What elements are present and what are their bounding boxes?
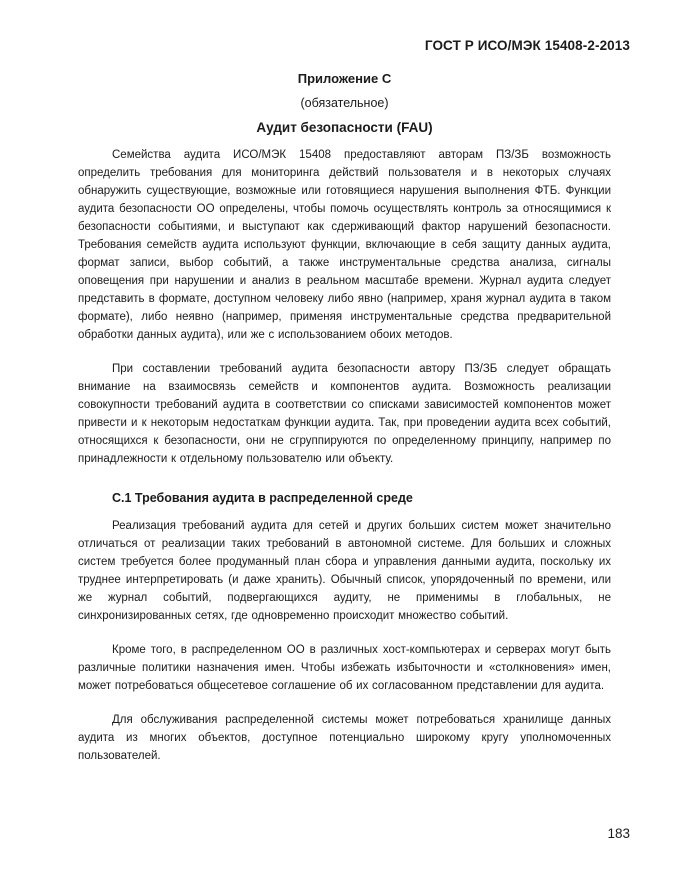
- appendix-type-label: (обязательное): [300, 96, 389, 110]
- paragraph-audit-families: Семейства аудита ИСО/МЭК 15408 предоставляют авторам ПЗ/ЗБ возможность определить требования для мониторинга действий пользователя и в некоторых случаях обнаружить существующие, возможные или готовящиеся нарушения выполнения ФТБ. Функции аудита безопасности ОО определены, чтобы помочь осуществлять контроль за относящимися к безопасности событиями, и выступают как сдерживающий фактор нарушений безопасности. Требования семейств аудита используют функции, включающие в себя защиту данных аудита, формат записи, выбор событий, а также инструментальные средства анализа, сигналы оповещения при нарушении и анализ в реальном масштабе времени. Журнал аудита следует представить в формате, доступном человеку либо явно (например, храня журнал аудита в таком формате), либо неявно (например, применяя инструментальные средства предварительной обработки данных аудита), или же с использованием обоих методов.: [78, 149, 611, 341]
- document-body: [78, 146, 611, 765]
- document-header: [0, 0, 630, 54]
- standard-number: ГОСТ Р ИСО/МЭК 15408-2-2013: [424, 38, 630, 53]
- page-number: 183: [607, 826, 630, 841]
- paragraph-distributed-implementation: Реализация требований аудита для сетей и других больших систем может значительно отличаться от реализации таких требований в автономной системе. Для больших и сложных систем требуется более продуманный план сбора и управления данными аудита, поскольку их труднее интерпретировать (и даже хранить). Обычный список, упорядоченный по времени, или же журнал событий, подвергающихся аудиту, не применимы в глобальных, не синхронизированных сетях, где одновременно происходит множество событий.: [78, 520, 611, 622]
- appendix-heading: Аудит безопасности (FAU): [256, 120, 433, 135]
- appendix-title: Приложение С: [297, 71, 392, 86]
- paragraph-audit-requirements: При составлении требований аудита безопасности автору ПЗ/ЗБ следует обращать внимание на взаимосвязь семейств и компонентов аудита. Возможность реализации совокупности требований аудита в соответствии со списками зависимостей компонентов может привести и к некоторым недостаткам функции аудита. Так, при проведении аудита всех событий, относящихся к безопасности, они не сгруппируются по определенному принципу, например по принадлежности к отдельному пользователю или объекту.: [78, 363, 611, 465]
- paragraph-naming-policies: Кроме того, в распределенном ОО в различных хост-компьютерах и серверах могут быть различные политики назначения имен. Чтобы избежать избыточности и «столкновения» имен, может потребоваться общесетевое соглашение об их согласованном представлении для аудита.: [78, 644, 611, 692]
- paragraph-audit-repository: Для обслуживания распределенной системы может потребоваться хранилище данных аудита из многих объектов, доступное потенциально широкому кругу уполномоченных пользователей.: [78, 714, 611, 762]
- section-heading-c1: С.1 Требования аудита в распределенной среде: [112, 491, 413, 505]
